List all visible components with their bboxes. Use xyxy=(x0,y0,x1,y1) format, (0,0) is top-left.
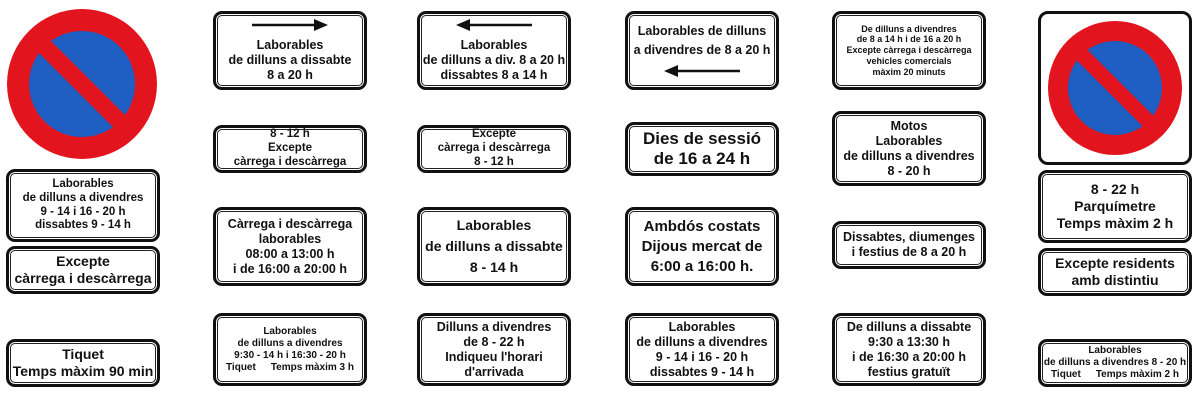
plate-weekdays-left-arrow xyxy=(625,11,779,90)
plate-line: de dilluns a divendres 8 - 20 h xyxy=(1043,357,1187,368)
left-arrow-icon xyxy=(454,18,534,32)
plate-line: Laborables xyxy=(256,38,324,52)
plate-line: Tiquet xyxy=(62,346,104,363)
plate-weekday-hours-2 xyxy=(625,313,779,386)
plate-line: Excepte xyxy=(56,253,110,270)
plate-line: dissabtes 8 a 14 h xyxy=(440,68,548,82)
plate-line: Laborables de dilluns xyxy=(637,23,767,38)
left-arrow-icon xyxy=(662,64,742,78)
plate-line: de dilluns a divendres xyxy=(843,148,975,163)
plate-line: i de 16:00 a 20:00 h xyxy=(233,261,347,276)
plate-line: Motos xyxy=(890,118,928,133)
plate-line: Temps màxim 90 min xyxy=(12,363,154,379)
plate-except-residents xyxy=(1038,248,1192,296)
plate-line-right: Temps màxim 3 h xyxy=(270,361,354,373)
plate-line: Dijous mercat de xyxy=(641,237,763,255)
plate-line: de dilluns a divendres xyxy=(636,334,768,349)
plate-line: Indiqueu l'horari xyxy=(445,349,543,364)
plate-line: a divendres de 8 a 20 h xyxy=(633,42,771,57)
plate-loading-weekdays xyxy=(213,207,367,286)
plate-left-arrow-hours xyxy=(417,11,571,90)
plate-parking-meter xyxy=(1038,170,1192,243)
no-parking-sign-right xyxy=(1045,18,1185,158)
plate-line: 8 - 14 h xyxy=(469,258,519,275)
plate-line: 8 - 12 h xyxy=(474,155,514,168)
plate-except-loading xyxy=(6,246,160,294)
plate-weekends-holidays xyxy=(832,221,986,269)
plate-line: Laborables xyxy=(460,38,528,52)
plate-line: Temps màxim 2 h xyxy=(1056,214,1174,231)
right-arrow-icon xyxy=(250,18,330,32)
plate-line: 08:00 a 13:00 h xyxy=(245,246,335,261)
plate-line: Laborables xyxy=(875,133,943,148)
plate-line: Excepte càrrega i descàrrega xyxy=(846,45,972,56)
plate-line: de dilluns a divendres xyxy=(22,191,144,204)
plate-arrival-time xyxy=(417,313,571,386)
plate-except-loading-hours xyxy=(213,125,367,173)
plate-line: Laborables xyxy=(52,177,114,190)
plate-line: 9:30 a 13:30 h xyxy=(868,334,950,349)
plate-line: Parquímetre xyxy=(1074,198,1156,215)
plate-line: laborables xyxy=(258,231,322,246)
plate-commercial-loading xyxy=(832,11,986,90)
plate-line: Excepte xyxy=(471,128,517,141)
plate-line: màxim 20 minuts xyxy=(872,66,946,77)
plate-line: Laborables xyxy=(263,325,317,337)
plate-line: de dilluns a div. 8 a 20 h xyxy=(422,53,566,67)
plate-line: Dissabtes, diumenges xyxy=(843,230,975,244)
plate-line: Dilluns a divendres xyxy=(436,319,552,334)
plate-line: De dilluns a dissabte xyxy=(846,319,972,334)
plate-line: dissabtes 9 - 14 h xyxy=(649,364,755,379)
plate-line: 9 - 14 i 16 - 20 h xyxy=(40,205,126,218)
plate-line: càrrega i descàrrega xyxy=(437,142,551,155)
plate-line: 9 - 14 i 16 - 20 h xyxy=(655,349,749,364)
plate-line-right: Temps màxim 2 h xyxy=(1095,369,1179,380)
plate-ticket-2h xyxy=(1038,339,1192,387)
plate-line: festius gratuït xyxy=(867,364,951,379)
plate-line: 8 - 12 h xyxy=(270,128,310,141)
plate-line: Laborables xyxy=(1088,345,1142,356)
plate-line: 8 - 22 h xyxy=(1090,181,1140,198)
plate-line: vehicles comercials xyxy=(866,55,952,66)
plate-line: i de 16:30 a 20:00 h xyxy=(852,349,966,364)
no-parking-sign-left xyxy=(4,6,160,162)
plate-line: dissabtes 9 - 14 h xyxy=(35,219,131,232)
plate-line: Càrrega i descàrrega xyxy=(227,216,353,231)
plate-line: de 8 - 22 h xyxy=(463,334,525,349)
plate-line: de dilluns a dissabte xyxy=(228,53,352,67)
plate-ticket-3h xyxy=(213,313,367,386)
plate-line: i festius de 8 a 20 h xyxy=(851,245,967,259)
plate-line: de 16 a 24 h xyxy=(653,149,751,168)
plate-line: Ambdós costats xyxy=(643,217,761,235)
plate-right-arrow-hours xyxy=(213,11,367,90)
plate-line: 9:30 - 14 h i 16:30 - 20 h xyxy=(234,349,346,361)
plate-weekday-hours xyxy=(6,169,160,242)
plate-except-loading-hours-2 xyxy=(417,125,571,173)
plate-line: Dies de sessió xyxy=(642,128,762,148)
plate-line: càrrega i descàrrega xyxy=(233,155,347,168)
plate-line: Laborables xyxy=(668,319,736,334)
plate-line-left: Tiquet xyxy=(1051,369,1081,380)
plate-line-left: Tiquet xyxy=(226,361,256,373)
plate-line: Excepte xyxy=(267,142,313,155)
plate-line: de dilluns a dissabte xyxy=(425,238,563,255)
plate-line: càrrega i descàrrega xyxy=(14,270,152,286)
plate-mon-sat-free-holidays xyxy=(832,313,986,386)
plate-motorcycles xyxy=(832,111,986,186)
plate-market-thursday xyxy=(625,207,779,286)
plate-line: de 8 a 14 h i de 16 a 20 h xyxy=(856,34,962,45)
plate-line: Laborables xyxy=(456,217,532,234)
plate-session-days xyxy=(625,122,779,176)
plate-line: d'arrivada xyxy=(464,364,524,379)
plate-line: 6:00 a 16:00 h. xyxy=(650,257,754,275)
plate-mon-sat-hours xyxy=(417,207,571,286)
plate-line: De dilluns a divendres xyxy=(861,23,957,34)
plate-line: de dilluns a divendres xyxy=(237,337,343,349)
plate-line: 8 a 20 h xyxy=(267,68,313,82)
plate-line: Excepte residents xyxy=(1055,255,1175,272)
plate-line: amb distintiu xyxy=(1071,272,1159,288)
plate-ticket-max-time xyxy=(6,339,160,387)
plate-line: 8 - 20 h xyxy=(887,163,931,178)
